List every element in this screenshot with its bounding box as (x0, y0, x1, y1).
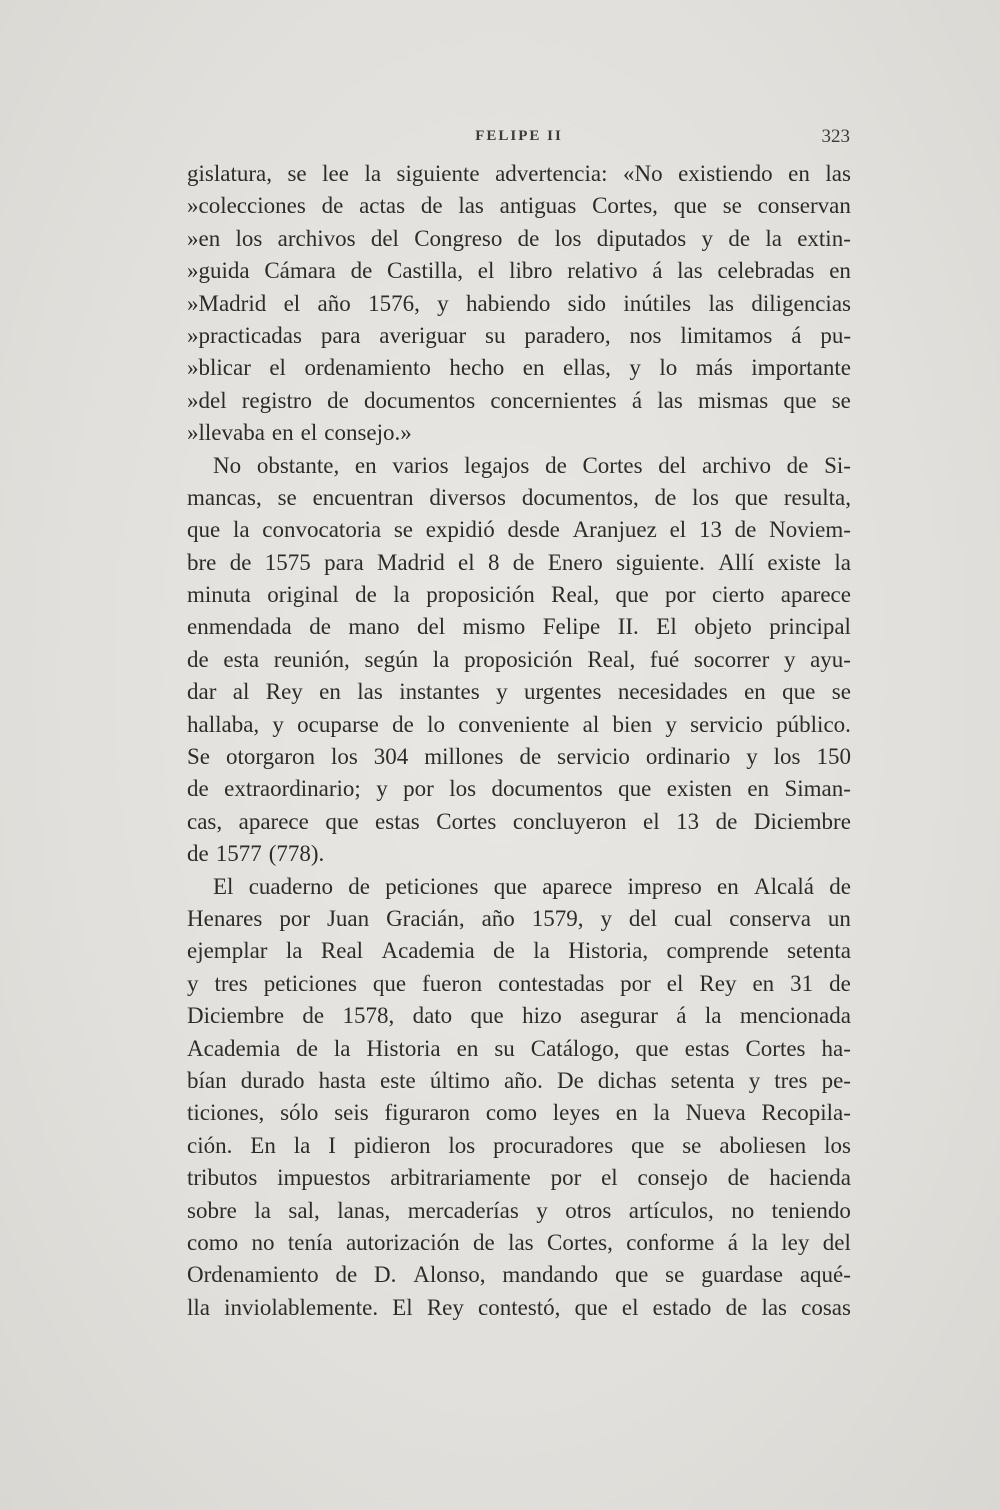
text-line: de esta reunión, según la proposición Real, fué socorrer y ayu- (187, 646, 851, 672)
text-line: ejemplar la Real Academia de la Historia, comprende setenta (187, 938, 851, 964)
text-line: Se otorgaron los 304 millones de servicio ordinario y los 150 (187, 744, 851, 770)
text-line: lla inviolablemente. El Rey contestó, que el estado de las cosas (187, 1294, 851, 1320)
running-title: FELIPE II (475, 128, 563, 144)
text-line: »del registro de documentos concernientes á las mismas que se (187, 387, 851, 413)
text-line: »colecciones de actas de las antiguas Cortes, que se conservan (187, 193, 851, 219)
text-line: cas, aparece que estas Cortes concluyeron el 13 de Diciembre (187, 808, 851, 834)
paragraph (187, 871, 851, 1324)
text-line: bre de 1575 para Madrid el 8 de Enero siguiente. Allí existe la (187, 549, 851, 575)
text-line: y tres peticiones que fueron contestadas por el Rey en 31 de (187, 970, 851, 996)
text-line: mancas, se encuentran diversos documentos, de los que resulta, (187, 484, 851, 510)
text-line: de 1577 (778). (187, 841, 325, 867)
text-line: ción. En la I pidieron los procuradores que se aboliesen los (187, 1132, 851, 1158)
page-header (188, 128, 850, 152)
text-line: enmendada de mano del mismo Felipe II. El objeto principal (187, 614, 851, 640)
text-line: Henares por Juan Gracián, año 1579, y del cual conserva un (187, 905, 851, 931)
text-line: Academia de la Historia en su Catálogo, que estas Cortes ha- (187, 1035, 851, 1061)
text-line: minuta original de la proposición Real, que por cierto aparece (187, 582, 851, 608)
text-line: Diciembre de 1578, dato que hizo asegurar á la mencionada (187, 1003, 851, 1029)
text-line: gislatura, se lee la siguiente advertencia: «No existiendo en las (187, 161, 851, 186)
page-number: 323 (821, 126, 850, 147)
text-line: que la convocatoria se expidió desde Aranjuez el 13 de Noviem- (187, 517, 851, 543)
text-line: hallaba, y ocuparse de lo conveniente al bien y servicio público. (187, 711, 851, 737)
text-line: »en los archivos del Congreso de los diputados y de la extin- (187, 225, 851, 251)
text-line: bían durado hasta este último año. De dichas setenta y tres pe- (187, 1067, 851, 1093)
text-line: de extraordinario; y por los documentos que existen en Siman- (187, 776, 851, 802)
text-line: »blicar el ordenamiento hecho en ellas, y lo más importante (187, 355, 851, 381)
text-line: »Madrid el año 1576, y habiendo sido inútiles las diligencias (187, 290, 851, 316)
text-line: ticiones, sólo seis figuraron como leyes en la Nueva Recopila- (187, 1100, 851, 1126)
paragraph (187, 158, 851, 450)
text-line: tributos impuestos arbitrariamente por el consejo de hacienda (187, 1165, 851, 1191)
text-line: dar al Rey en las instantes y urgentes necesidades en que se (187, 679, 851, 705)
text-line: sobre la sal, lanas, mercaderías y otros artículos, no teniendo (187, 1197, 851, 1223)
paragraph (187, 450, 851, 871)
text-line: »guida Cámara de Castilla, el libro relativo á las celebradas en (187, 258, 851, 284)
text-line: No obstante, en varios legajos de Cortes del archivo de Si- (213, 452, 851, 478)
body-text (187, 158, 851, 1324)
text-line: El cuaderno de peticiones que aparece impreso en Alcalá de (213, 873, 851, 899)
text-line: »practicadas para averiguar su paradero, nos limitamos á pu- (187, 322, 851, 348)
text-line: como no tenía autorización de las Cortes, conforme á la ley del (187, 1229, 851, 1255)
text-line: »llevaba en el consejo.» (187, 420, 412, 446)
text-line: Ordenamiento de D. Alonso, mandando que se guardase aqué- (187, 1262, 851, 1288)
